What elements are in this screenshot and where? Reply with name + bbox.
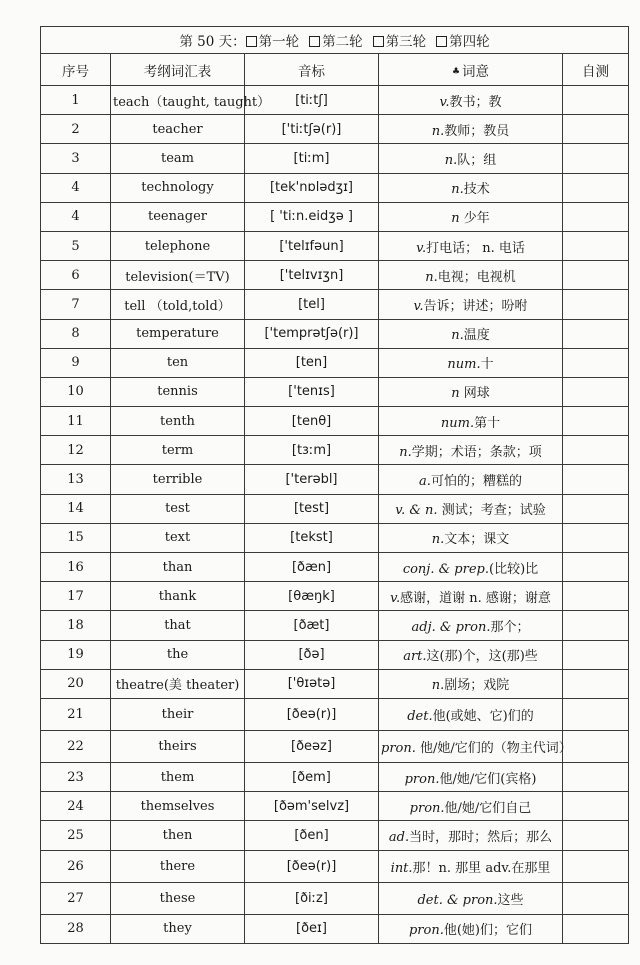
table-row — [41, 202, 629, 231]
part-of-speech: ad. — [388, 829, 410, 845]
definition-cell — [379, 730, 572, 762]
word-cell: tennis — [111, 377, 245, 406]
word-cell: there — [111, 850, 245, 882]
row-number: 4 — [41, 173, 111, 202]
ipa-cell: ['terəbl] — [245, 465, 379, 494]
row-number: 15 — [41, 523, 111, 552]
definition-cell — [379, 914, 563, 943]
definition-cell — [379, 698, 563, 730]
ipa-cell: [ 'tiːn.eidʒə ] — [245, 202, 379, 231]
row-number: 20 — [41, 669, 111, 698]
self-test-cell[interactable] — [563, 730, 629, 762]
round-2-label: 第二轮 — [322, 34, 363, 50]
row-number: 12 — [41, 436, 111, 465]
definition-cell — [379, 377, 563, 406]
ipa-cell: [tiːm] — [245, 144, 379, 173]
club-icon: ♣ — [451, 66, 461, 77]
meaning-text: 他(她)们；它们 — [443, 923, 533, 939]
word-cell: test — [111, 494, 245, 523]
title-row — [41, 27, 629, 54]
ipa-cell: [θæŋk] — [245, 582, 379, 611]
ipa-cell: [ðen] — [245, 821, 379, 850]
meaning-text: (比较)比 — [489, 561, 539, 577]
part-of-speech: conj. & prep. — [402, 561, 489, 577]
meaning-text: 他/她/它们自己 — [444, 800, 532, 816]
self-test-cell[interactable] — [563, 882, 629, 914]
word-cell: teacher — [111, 115, 245, 144]
self-test-cell[interactable] — [563, 348, 629, 377]
definition-cell — [379, 882, 563, 914]
meaning-text: 打电话； n. 电话 — [426, 240, 525, 256]
ipa-cell: [tekst] — [245, 523, 379, 552]
part-of-speech: art. — [403, 649, 427, 665]
self-test-cell[interactable] — [563, 582, 629, 611]
part-of-speech: n. — [444, 152, 458, 168]
definition-cell — [379, 290, 563, 319]
part-of-speech: n. — [451, 182, 464, 198]
meaning-text: 电视；电视机 — [437, 269, 516, 285]
part-of-speech: n. — [431, 678, 445, 694]
part-of-speech: v. — [416, 240, 427, 256]
definition-cell — [379, 231, 563, 260]
part-of-speech: v. — [390, 590, 401, 606]
part-of-speech: pron. — [404, 771, 440, 787]
round-1-label: 第一轮 — [258, 34, 300, 50]
meaning-text: 那！n. 那里 adv.在那里 — [412, 860, 551, 876]
self-test-cell[interactable] — [563, 494, 629, 523]
word-cell: the — [111, 640, 245, 669]
word-cell: that — [111, 611, 245, 640]
part-of-speech: det. & pron. — [417, 892, 498, 908]
meaning-text: 网球 — [459, 386, 490, 402]
definition-cell — [379, 582, 563, 611]
row-number: 21 — [41, 698, 111, 730]
row-number: 14 — [41, 494, 111, 523]
row-number: 5 — [41, 231, 111, 260]
definition-cell — [379, 762, 563, 791]
table-row — [41, 377, 629, 406]
definition-cell — [379, 115, 563, 144]
part-of-speech: n. — [431, 123, 445, 139]
meaning-text: 当时，那时；然后；那么 — [409, 829, 553, 845]
row-number: 22 — [41, 730, 111, 762]
part-of-speech: det. — [407, 708, 433, 724]
round-3-checkbox[interactable] — [373, 36, 384, 47]
table-row — [41, 86, 629, 115]
word-cell: they — [111, 914, 245, 943]
definition-cell — [379, 407, 563, 436]
part-of-speech: int. — [390, 860, 413, 876]
table-row — [41, 436, 629, 465]
word-cell: telephone — [111, 231, 245, 260]
word-cell: theirs — [111, 730, 245, 762]
word-cell: television(＝TV) — [111, 261, 245, 290]
definition-cell — [379, 640, 563, 669]
header-def — [379, 54, 563, 86]
word-cell: temperature — [111, 319, 245, 348]
ipa-cell: [ðeə(r)] — [245, 850, 379, 882]
part-of-speech: n. — [425, 269, 438, 285]
table-row — [41, 821, 629, 850]
part-of-speech: v. — [439, 94, 450, 110]
meaning-text: 学期；术语；条款；项 — [411, 444, 542, 460]
part-of-speech: n. — [451, 328, 464, 344]
row-number: 3 — [41, 144, 111, 173]
ipa-cell: [ðeɪ] — [245, 914, 379, 943]
ipa-cell: [tenθ] — [245, 407, 379, 436]
self-test-cell[interactable] — [563, 173, 629, 202]
self-test-cell[interactable] — [563, 290, 629, 319]
meaning-text: 他/她/它们(宾格) — [439, 771, 537, 787]
definition-cell — [379, 348, 563, 377]
row-number: 24 — [41, 792, 111, 821]
word-cell: team — [111, 144, 245, 173]
self-test-cell[interactable] — [563, 762, 629, 791]
round-2-checkbox[interactable] — [309, 36, 320, 47]
definition-cell — [379, 523, 563, 552]
meaning-text: 文本；课文 — [444, 532, 510, 548]
row-number: 9 — [41, 348, 111, 377]
meaning-text: 感谢，道谢 n. 感谢；谢意 — [400, 590, 551, 606]
word-cell: terrible — [111, 465, 245, 494]
part-of-speech: pron. — [381, 740, 416, 756]
word-cell: ten — [111, 348, 245, 377]
table-row — [41, 144, 629, 173]
self-test-cell[interactable] — [563, 202, 629, 231]
row-number: 18 — [41, 611, 111, 640]
word-cell: than — [111, 553, 245, 582]
ipa-cell: ['temprətʃə(r)] — [245, 319, 379, 348]
table-row — [41, 465, 629, 494]
self-test-cell[interactable] — [563, 261, 629, 290]
meaning-text: 这些 — [497, 892, 524, 908]
part-of-speech: num. — [447, 357, 481, 373]
row-number: 27 — [41, 882, 111, 914]
word-cell: then — [111, 821, 245, 850]
part-of-speech: adj. & pron. — [411, 619, 491, 635]
self-test-cell[interactable] — [563, 436, 629, 465]
self-test-cell[interactable] — [563, 407, 629, 436]
row-number: 17 — [41, 582, 111, 611]
row-number: 25 — [41, 821, 111, 850]
ipa-cell: [ðem] — [245, 762, 379, 791]
ipa-cell: [test] — [245, 494, 379, 523]
ipa-cell: ['telɪfəun] — [245, 231, 379, 260]
ipa-cell: ['telɪvɪʒn] — [245, 261, 379, 290]
row-number: 4 — [41, 202, 111, 231]
meaning-text: 测试；考查；试验 — [437, 503, 546, 519]
row-number: 19 — [41, 640, 111, 669]
meaning-text: 他(或她、它)们的 — [432, 708, 534, 724]
word-cell: teach（taught, taught） — [111, 86, 245, 115]
word-cell: term — [111, 436, 245, 465]
table-row — [41, 669, 629, 698]
table-row — [41, 698, 629, 730]
row-number: 10 — [41, 377, 111, 406]
table-row — [41, 792, 629, 821]
definition-cell — [379, 202, 563, 231]
meaning-text: 少年 — [459, 211, 490, 227]
ipa-cell: [tiːtʃ] — [245, 86, 379, 115]
definition-cell — [379, 494, 563, 523]
table-row — [41, 850, 629, 882]
self-test-cell[interactable] — [563, 144, 629, 173]
part-of-speech: v. — [413, 298, 424, 314]
part-of-speech: n — [451, 211, 460, 227]
definition-cell — [379, 436, 563, 465]
table-row — [41, 290, 629, 319]
word-cell: technology — [111, 173, 245, 202]
part-of-speech: n. — [431, 532, 445, 548]
definition-cell — [379, 144, 563, 173]
row-number: 6 — [41, 261, 111, 290]
self-test-cell[interactable] — [563, 821, 629, 850]
table-row — [41, 494, 629, 523]
meaning-text: 队；组 — [457, 152, 497, 168]
round-3-label: 第三轮 — [385, 34, 427, 50]
self-test-cell[interactable] — [563, 914, 629, 943]
part-of-speech: a. — [419, 474, 431, 490]
part-of-speech: n — [451, 386, 460, 402]
word-cell: teenager — [111, 202, 245, 231]
row-number: 1 — [41, 86, 111, 115]
self-test-cell[interactable] — [563, 465, 629, 494]
meaning-text: 技术 — [463, 182, 490, 198]
word-cell: tenth — [111, 407, 245, 436]
table-row — [41, 348, 629, 377]
word-cell: text — [111, 523, 245, 552]
self-test-cell[interactable] — [563, 669, 629, 698]
meaning-text: 教书；教 — [449, 94, 502, 110]
vocabulary-table — [40, 26, 629, 944]
ipa-cell: [ðæn] — [245, 553, 379, 582]
table-row — [41, 730, 629, 762]
header-def-label: 词意 — [462, 63, 490, 80]
row-number: 16 — [41, 553, 111, 582]
row-number: 7 — [41, 290, 111, 319]
row-number: 8 — [41, 319, 111, 348]
row-number: 11 — [41, 407, 111, 436]
definition-cell — [379, 173, 563, 202]
row-number: 13 — [41, 465, 111, 494]
definition-cell — [379, 319, 563, 348]
word-cell: them — [111, 762, 245, 791]
meaning-text: 温度 — [463, 328, 490, 344]
definition-cell — [379, 669, 563, 698]
self-test-cell[interactable] — [563, 115, 629, 144]
table-row — [41, 582, 629, 611]
ipa-cell: [tel] — [245, 290, 379, 319]
header-ipa: 音标 — [245, 54, 379, 86]
ipa-cell: [tek'nɒlədʒɪ] — [245, 173, 379, 202]
table-row — [41, 261, 629, 290]
ipa-cell: [ðə] — [245, 640, 379, 669]
part-of-speech: pron. — [408, 923, 444, 939]
day-label: 第 50 天： — [179, 34, 246, 50]
meaning-text: 他/她/它们的（物主代词） — [415, 740, 572, 756]
self-test-cell[interactable] — [563, 640, 629, 669]
self-test-cell[interactable] — [563, 553, 629, 582]
row-number: 23 — [41, 762, 111, 791]
header-word: 考纲词汇表 — [111, 54, 245, 86]
round-1-checkbox[interactable] — [246, 36, 257, 47]
table-row — [41, 611, 629, 640]
self-test-cell[interactable] — [563, 231, 629, 260]
row-number: 28 — [41, 914, 111, 943]
self-test-cell[interactable] — [563, 319, 629, 348]
ipa-cell: ['θɪətə] — [245, 669, 379, 698]
part-of-speech: n. — [399, 444, 412, 460]
row-number: 26 — [41, 850, 111, 882]
word-cell: themselves — [111, 792, 245, 821]
table-row — [41, 407, 629, 436]
word-cell: their — [111, 698, 245, 730]
ipa-cell: [ðeəz] — [245, 730, 379, 762]
meaning-text: 十 — [480, 357, 494, 373]
meaning-text: 这(那)个，这(那)些 — [426, 649, 538, 665]
ipa-cell: [ten] — [245, 348, 379, 377]
round-4-label: 第四轮 — [449, 34, 490, 50]
ipa-cell: ['tiːtʃə(r)] — [245, 115, 379, 144]
table-row — [41, 319, 629, 348]
part-of-speech: pron. — [409, 800, 445, 816]
table-row — [41, 523, 629, 552]
table-row — [41, 115, 629, 144]
word-cell: these — [111, 882, 245, 914]
table-row — [41, 640, 629, 669]
self-test-cell[interactable] — [563, 523, 629, 552]
row-number: 2 — [41, 115, 111, 144]
meaning-text: 剧场；戏院 — [444, 678, 510, 694]
header-self-test: 自测 — [563, 54, 629, 86]
word-cell: theatre(美 theater) — [111, 669, 245, 698]
day-title — [41, 27, 629, 54]
part-of-speech: num. — [440, 415, 475, 431]
ipa-cell: [ðəm'selvz] — [245, 792, 379, 821]
self-test-cell[interactable] — [563, 611, 629, 640]
table-row — [41, 882, 629, 914]
word-cell: tell （told,told） — [111, 290, 245, 319]
definition-cell — [379, 465, 563, 494]
meaning-text: 可怕的；糟糕的 — [430, 474, 522, 490]
definition-cell — [379, 553, 563, 582]
definition-cell — [379, 850, 563, 882]
ipa-cell: [tɜːm] — [245, 436, 379, 465]
self-test-cell[interactable] — [563, 377, 629, 406]
ipa-cell: [ðæt] — [245, 611, 379, 640]
definition-cell — [379, 792, 563, 821]
table-row — [41, 553, 629, 582]
definition-cell — [379, 821, 563, 850]
meaning-text: 教师；教员 — [444, 123, 510, 139]
self-test-cell[interactable] — [563, 698, 629, 730]
part-of-speech: v. & n. — [395, 503, 438, 519]
self-test-cell[interactable] — [563, 86, 629, 115]
meaning-text: 那个； — [490, 619, 530, 635]
meaning-text: 告诉；讲述；吩咐 — [423, 298, 528, 314]
header-no: 序号 — [41, 54, 111, 86]
word-cell: thank — [111, 582, 245, 611]
table-row — [41, 762, 629, 791]
ipa-cell: [ðeə(r)] — [245, 698, 379, 730]
table-row — [41, 231, 629, 260]
self-test-cell[interactable] — [563, 850, 629, 882]
ipa-cell: [ðiːz] — [245, 882, 379, 914]
ipa-cell: ['tenɪs] — [245, 377, 379, 406]
definition-cell — [379, 611, 563, 640]
definition-cell — [379, 86, 563, 115]
table-row — [41, 173, 629, 202]
definition-cell — [379, 261, 563, 290]
header-row — [41, 54, 629, 86]
self-test-cell[interactable] — [563, 792, 629, 821]
round-4-checkbox[interactable] — [436, 36, 447, 47]
table-row — [41, 914, 629, 943]
meaning-text: 第十 — [474, 415, 501, 431]
